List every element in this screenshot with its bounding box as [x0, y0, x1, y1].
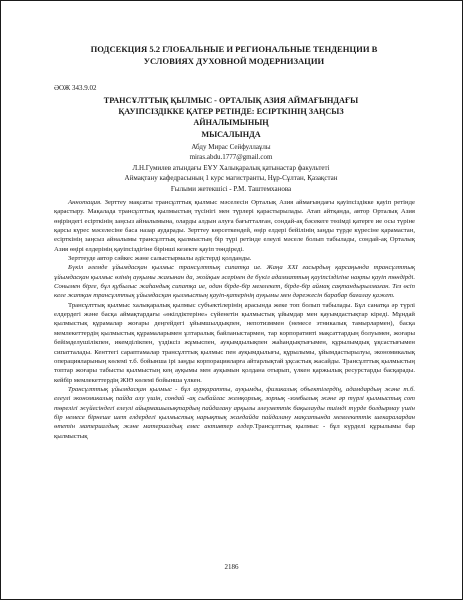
author-supervisor: Ғылыми жетекшісі - Р.М. Таштемханова [170, 184, 292, 193]
author-department: Аймақтану кафедрасының 1 курс магистранты, Нұр-Сұлтан, Қазақстан [124, 174, 338, 183]
article-body [54, 198, 415, 441]
abstract-paragraph [54, 198, 415, 254]
section-header-line-2: УСЛОВИЯХ ДУХОВНОЙ МОДЕРНИЗАЦИИ [143, 56, 325, 66]
author-name: Абду Мирас Сейфуллаұлы [191, 143, 271, 151]
abstract-label: Аннотация. [68, 199, 102, 206]
abstract-text: Зерттеу мақсаты трансұлттық қылмыс мәселесін Орталық Азия аймағындағы қауіпсіздікке қауіп ретінде қарастыру. Мақалада трансұлттық қылмыстың түсінігі мен түрлері қарастырылады. Атап айтқанда, автор Орталық Азия өңіріндегі есірткінің заңсыз айналымына, оларды алдын алуға бағытталған, сондай-ақ бәсекеге төзімді қатерге ие осы түріне қарсы күрес мәселесіне баса назар аударады. Зерттеу көрсеткендей, өңір елдері бейілінің заңды түрде күресіне қарамастан, есірткінің заңсыз айналымы трансұлттық қылмыстың бір түрі ретінде елеулі мәселе болып табылады, сондай-ақ Орталық Азия өңірі елдерінің қауіпсіздігіне бірінші кезекте қауіп төндіреді. [54, 199, 415, 253]
article-title-line-1: ТРАНСҰЛТТЫҚ ҚЫЛМЫС - ОРТАЛЫҚ АЗИЯ АЙМАҒЫНДАҒЫ [103, 96, 359, 105]
page-number: 2186 [224, 563, 239, 571]
body-paragraph-2 [54, 385, 415, 441]
definition-tail: Трансұлттық қылмыс - бұл күрделі құрылымы бар қылмыстық [54, 423, 416, 440]
article-title [81, 95, 381, 140]
udc-code: ӘОЖ 343.9.02 [54, 84, 97, 92]
article-title-line-2: ҚАУІПСІЗДІККЕ ҚАТЕР РЕТІНДЕ: ЕСІРТКІНІҢ ЗАҢСЫЗ АЙНАЛЫМЫНЫҢ [118, 107, 344, 128]
methods-paragraph: Зерттеуде автор сәйкес және салыстырмалы әдістерді қолданды. [68, 255, 252, 263]
definition-text: Трансұлттық ұйымдасқан қылмыс - бұл аурқаратты, ауқымды, физикалық объектілердің, адамдардың және т.б. елеулі экономикалық пайда алу үшін, сондай -ақ сыбайлас жемқорлық, зорлық -зомбылық және әр түрлі қылмыстық сот төрелігі жүйесіндегі елеулі айырмашылықтардың пайдалану арқылы әлеуметтік бақылауды тиімді түрде болдырмау үшін бір немесе бірнеше шет елдердегі қылмыстық нарықтық жағдайда пайдалану мақсатында мемлекеттік шекаралардан өтетін материалдық және материалдық емес активтер елдер. [54, 385, 415, 431]
author-block [81, 142, 381, 194]
section-header-line-1: ПОДСЕКЦИЯ 5.2 ГЛОБАЛЬНЫЕ И РЕГИОНАЛЬНЫЕ ТЕНДЕНЦИИ В [90, 44, 378, 54]
article-title-line-3: МЫСАЛЫНДА [201, 129, 261, 139]
author-email: miras.abdu.1777@gmail.com [189, 153, 273, 162]
section-header [59, 43, 409, 67]
author-affiliation: Л.Н.Гумилев атындағы ЕҰУ Халықаралық қатынастар факультеті [132, 163, 330, 172]
body-paragraph-1: Трансұлттық қылмыс халықаралық қылмыс субъектілерінің арасында жеке топ болып табылады. Бұл санатқа әр түрлі елдердегі және басқа аймақтардағы «өкілдіктеріне» сүйенетін қылмыстық ұйымдар мен қауымдастықтар кіреді. Мұндай қылмыстық құрамалар жоғары деңгейдегі ұйымшылдықпен, непотизммен (немесе этникалық тамырлармен), басқа мемлекеттердің қылмыстық құрамаларымен ұлтаралық байланыстармен, тар корпоративті мақсаттардың болуымен, жоғары бейімделушілікпен, икемділікпен, үздіксіз жұмыспен, ауқымдылықпен жаһандықтығымен, құрылымдық ұқсастығымен сипатталады. Кенттегі сараптамалар трансұлттық қылмыс пен ауқымдылығы, құрылымы, ұйымдастырылуы, экономикалық операцияларының көлемі т.б. бойынша ірі заңды корпорацияларға айтарлықтай ұқсастық жасайды. Трансұлттық қылмыстың топтар жоғары табысты қылмыстың кең ауқымы мен ауқымын қолдана отырып, үлкен қаржылық ресурстарды басқарады. кейбір мемлекеттердің ЖІӨ көлемі бойынша үлкен. [54, 301, 415, 384]
intro-paragraph: Бүкіл әлемде ұйымдасқан қылмыс трансұлттық сипатқа ие. Жаңа XXI ғасырдың қарсаңында трансұлттық ұйымдасқан қылмыс өзінің ауқымы жағынан да, жойқын әсерінен де бүкіл адамзаттың қауіпсіздігіне нақты қауіп төндірді. Сонымен бірге, бұл құбылыс жаһандық сипатқа ие, одан бірде-бір мемлекет, бірде-бір аймақ сақтандырылмаған. Тез өсіп келе жатқан трансұлттық ұйымдасқан қылмыстың қауіп-қатерінің ауқымы мен дәрежесін барабар бағалау қажет. [54, 264, 415, 300]
